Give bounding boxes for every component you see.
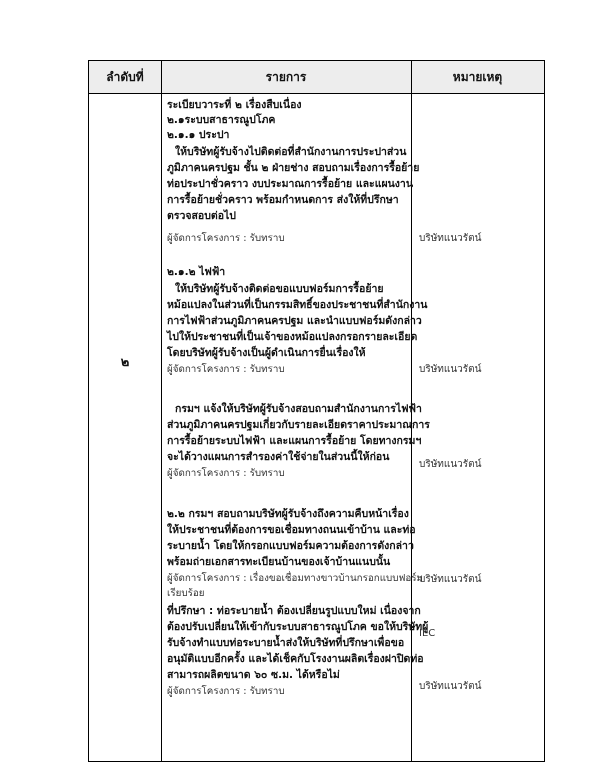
item-line: การรื้อย้ายชั่วคราว พร้อมกำหนดการ ส่งให้ที่ปรึกษา bbox=[167, 194, 399, 206]
item-line: ระบายน้ำ โดยให้กรอกแบบฟอร์มความต้องการดังกล่าว bbox=[167, 540, 414, 552]
remark-text: บริษัทแนวรัตน์ bbox=[419, 364, 482, 375]
item-line: ท่อประปาชั่วคราว งบประมาณการรื้อย้าย และแผนงาน bbox=[167, 178, 413, 190]
manager-note: ผู้จัดการโครงการ : รับทราบ bbox=[167, 233, 285, 244]
header-items: รายการ bbox=[265, 70, 307, 84]
item-line: กรมฯ แจ้งให้บริษัทผู้รับจ้างสอบถามสำนักงานการไฟฟ้า bbox=[175, 403, 422, 415]
item-line: ต้องปรับเปลี่ยนให้เข้ากับระบบสาธารณูปโภค ขอให้บริษัทผู้ bbox=[167, 621, 429, 633]
item-line: ให้บริษัทผู้รับจ้างติดต่อขอแบบฟอร์มการรื้อย้าย bbox=[175, 283, 384, 295]
minutes-table bbox=[88, 60, 545, 762]
item-line: อนุมัติแบบอีกครั้ง และได้เช็คกับโรงงานผลิตเรื่องฝาปิดท่อ bbox=[167, 653, 424, 665]
manager-note: ผู้จัดการโครงการ : รับทราบ bbox=[167, 468, 285, 479]
item-line: ส่วนภูมิภาคนครปฐมเกี่ยวกับรายละเอียดราคาประมาณการ bbox=[167, 419, 430, 431]
manager-note: ผู้จัดการโครงการ : รับทราบ bbox=[167, 686, 285, 697]
item-line: ภูมิภาคนครปฐม ชั้น ๒ ฝ่ายช่าง สอบถามเรื่องการรื้อย้าย bbox=[167, 162, 420, 174]
header-seq: ลำดับที่ bbox=[106, 70, 144, 84]
remark-text: บริษัทแนวรัตน์ bbox=[419, 233, 482, 244]
item-line: พร้อมถ่ายเอกสารทะเบียนบ้านของเจ้าบ้านแนบนั้น bbox=[167, 556, 391, 568]
table-header bbox=[89, 61, 544, 94]
item-line: ตรวจสอบต่อไป bbox=[167, 210, 236, 222]
remark-text: บริษัทแนวรัตน์ bbox=[419, 681, 482, 692]
manager-note-continued: เรียบร้อย bbox=[167, 588, 205, 599]
subsection-heading: ๒.๑.๒ ไฟฟ้า bbox=[167, 266, 226, 278]
consultant-note: ที่ปรึกษา : ท่อระบายน้ำ ต้องเปลี่ยนรูปแบบใหม่ เนื่องจาก bbox=[167, 605, 421, 617]
item-line: สามารถผลิตขนาด ๖๐ ซ.ม. ได้หรือไม่ bbox=[167, 669, 340, 681]
remark-text: บริษัทแนวรัตน์ bbox=[419, 459, 482, 470]
agenda-title: ระเบียบวาระที่ ๒ เรื่องสืบเนื่อง bbox=[167, 99, 302, 111]
column-divider bbox=[161, 61, 162, 761]
manager-note: ผู้จัดการโครงการ : เรื่องขอเชื่อมทางขาวบ้านกรอกแบบฟอร์ม bbox=[167, 573, 423, 584]
item-line: ไปให้ประชาชนที่เป็นเจ้าของหม้อแปลงกรอกรายละเอียด bbox=[167, 331, 418, 343]
item-line: โดยบริษัทผู้รับจ้างเป็นผู้ดำเนินการยื่นเรื่องให้ bbox=[167, 347, 366, 359]
item-line: การรื้อย้ายระบบไฟฟ้า และแผนการรื้อย้าย โดยทางกรมฯ bbox=[167, 435, 422, 447]
subsection-heading: ๒.๑.๑ ประปา bbox=[167, 129, 230, 141]
item-line: ให้ประชาชนที่ต้องการขอเชื่อมทางถนนเข้าบ้าน และท่อ bbox=[167, 524, 416, 536]
header-remark: หมายเหตุ bbox=[452, 70, 503, 84]
row-number: ๒ bbox=[120, 355, 130, 370]
manager-note: ผู้จัดการโครงการ : รับทราบ bbox=[167, 364, 285, 375]
remark-text: บริษัทแนวรัตน์ bbox=[419, 574, 482, 585]
item-line: การไฟฟ้าส่วนภูมิภาคนครปฐม และนำแบบฟอร์มดังกล่าว bbox=[167, 315, 422, 327]
section-heading: ๒.๑ระบบสาธารณูปโภค bbox=[167, 114, 276, 126]
item-line: หม้อแปลงในส่วนที่เป็นกรรมสิทธิ์ของประชาชนที่สำนักงาน bbox=[167, 299, 428, 311]
item-line: จะได้วางแผนการสำรองค่าใช้จ่ายในส่วนนี้ให้ก่อน bbox=[167, 451, 390, 463]
section-heading: ๒.๒ กรมฯ สอบถามบริษัทผู้รับจ้างถึงความคืบหน้าเรื่อง bbox=[167, 508, 409, 520]
remark-text: IEC bbox=[419, 628, 436, 639]
item-line: รับจ้างทำแบบท่อระบายน้ำส่งให้บริษัทที่ปรึกษาเพื่อขอ bbox=[167, 637, 405, 649]
item-line: ให้บริษัทผู้รับจ้างไปติดต่อที่สำนักงานการประปาส่วน bbox=[175, 146, 407, 158]
